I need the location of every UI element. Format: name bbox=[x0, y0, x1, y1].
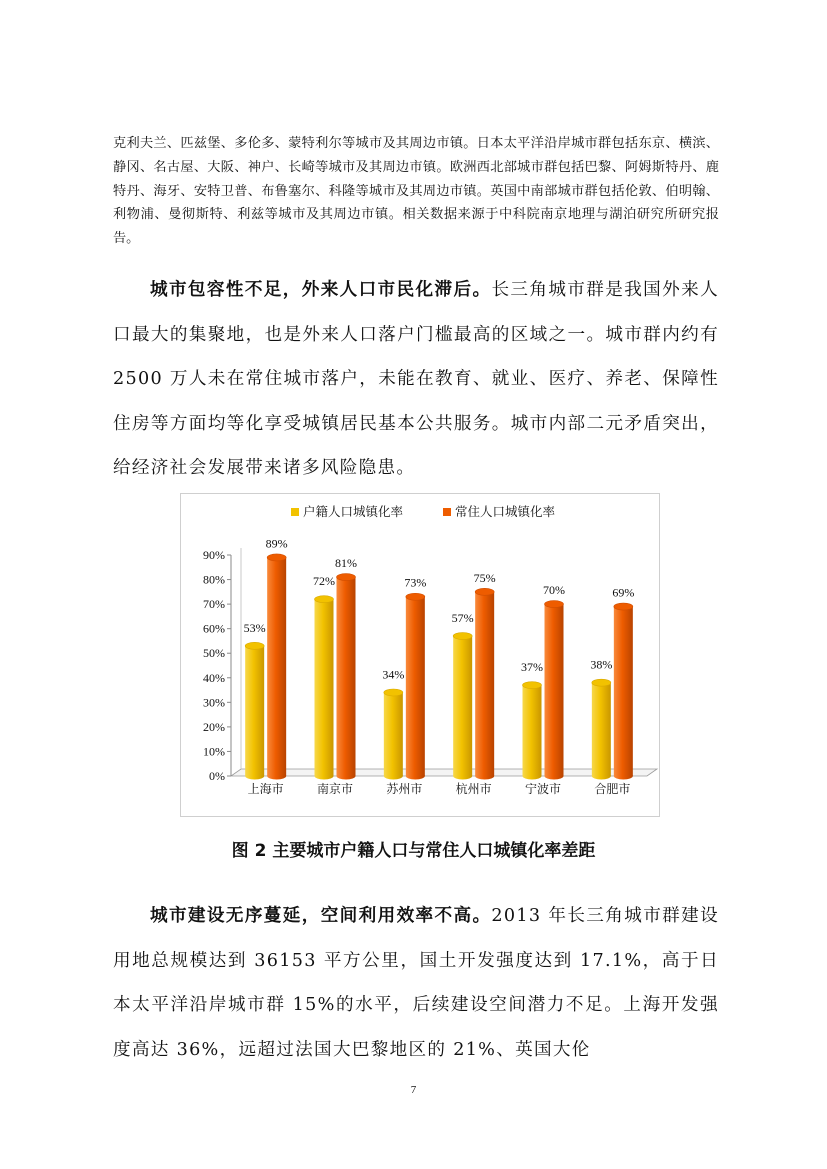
bar-base-cap bbox=[614, 773, 633, 780]
bar-base-cap bbox=[523, 773, 542, 780]
x-tick-label: 苏州市 bbox=[386, 782, 423, 796]
data-label: 81% bbox=[335, 556, 357, 571]
data-label: 89% bbox=[265, 536, 288, 551]
paragraph-body: 2013 年长三角城市群建设用地总规模达到 36153 平方公里，国土开发强度达到 17.1%，高于日本太平洋沿岸城市群 15%的水平，后续建设空间潜力不足。上海开发强度高达 36%，远超过法国大巴黎地区的 21%、英国大伦 bbox=[113, 906, 719, 1060]
bar-top-cap bbox=[337, 574, 356, 581]
bar-hukou bbox=[453, 636, 472, 776]
x-tick-label: 杭州市 bbox=[455, 782, 492, 796]
x-tick-label: 上海市 bbox=[247, 782, 284, 796]
paragraph-lead: 城市建设无序蔓延，空间利用效率不高。 bbox=[150, 905, 492, 926]
bar-hukou bbox=[384, 693, 403, 776]
y-tick-label: 60% bbox=[203, 621, 225, 636]
footnote-text: 克利夫兰、匹兹堡、多伦多、蒙特利尔等城市及其周边市镇。日本太平洋沿岸城市群包括东京、横滨、静冈、名古屋、大阪、神户、长崎等城市及其周边市镇。欧洲西北部城市群包括巴黎、阿姆斯特丹、鹿特丹、海牙、安特卫普、布鲁塞尔、科隆等城市及其周边市镇。英国中南部城市群包括伦敦、伯明翰、利物浦、曼彻斯特、利兹等城市及其周边市镇。相关数据来源于中科院南京地理与湖泊研究所研究报告。 bbox=[113, 136, 719, 247]
data-label: 38% bbox=[590, 657, 613, 672]
paragraph-lead: 城市包容性不足，外来人口市民化滞后。 bbox=[150, 279, 492, 300]
bar-base-cap bbox=[245, 773, 264, 780]
data-label: 72% bbox=[313, 574, 335, 589]
x-tick-label: 南京市 bbox=[316, 782, 354, 796]
y-tick-label: 80% bbox=[203, 572, 225, 587]
chart-canvas bbox=[181, 494, 659, 816]
legend-swatch bbox=[291, 508, 299, 516]
data-label: 70% bbox=[543, 583, 565, 598]
legend-label: 户籍人口城镇化率 bbox=[303, 504, 404, 519]
bar-top-cap bbox=[315, 596, 334, 603]
figure-caption: 图 2 主要城市户籍人口与常住人口城镇化率差距 bbox=[231, 841, 596, 861]
bar-resident bbox=[614, 607, 633, 776]
bar-resident bbox=[406, 597, 425, 776]
bar-top-cap bbox=[267, 554, 286, 561]
y-tick-label: 70% bbox=[203, 597, 225, 612]
bar-top-cap bbox=[406, 593, 425, 600]
y-tick-label: 10% bbox=[203, 744, 225, 759]
bar-resident bbox=[337, 577, 356, 776]
bar-top-cap bbox=[545, 601, 564, 608]
paragraph-construction bbox=[113, 894, 719, 1072]
data-label: 53% bbox=[243, 620, 266, 635]
bar-top-cap bbox=[384, 689, 403, 696]
bar-base-cap bbox=[592, 773, 611, 780]
bar-top-cap bbox=[614, 603, 633, 610]
y-tick-label: 50% bbox=[203, 646, 225, 661]
data-label: 73% bbox=[404, 575, 427, 590]
x-tick-label: 合肥市 bbox=[594, 782, 631, 796]
data-label: 57% bbox=[451, 611, 474, 626]
y-tick-label: 30% bbox=[203, 695, 225, 710]
bar-resident bbox=[545, 604, 564, 776]
bar-base-cap bbox=[545, 773, 564, 780]
bar-hukou bbox=[592, 683, 611, 776]
data-label: 75% bbox=[473, 570, 496, 585]
data-label: 34% bbox=[382, 667, 405, 682]
bar-base-cap bbox=[453, 773, 472, 780]
bar-top-cap bbox=[475, 588, 494, 595]
bar-base-cap bbox=[315, 773, 334, 780]
bar-base-cap bbox=[267, 773, 286, 780]
legend-swatch bbox=[443, 508, 451, 516]
paragraph-inclusiveness bbox=[113, 268, 719, 491]
bar-top-cap bbox=[523, 682, 542, 689]
data-label: 69% bbox=[612, 585, 635, 600]
legend-label: 常住人口城镇化率 bbox=[455, 504, 556, 519]
urbanization-chart bbox=[180, 493, 660, 817]
bar-resident bbox=[475, 592, 494, 776]
paragraph-body: 长三角城市群是我国外来人口最大的集聚地，也是外来人口落户门槛最高的区域之一。城市群内约有 2500 万人未在常住城市落户，未能在教育、就业、医疗、养老、保障性住房等方面均等化享受城镇居民基本公共服务。城市内部二元矛盾突出，给经济社会发展带来诸多风险隐患。 bbox=[113, 280, 719, 478]
x-tick-label: 宁波市 bbox=[524, 782, 562, 796]
bar-base-cap bbox=[406, 773, 425, 780]
bar-hukou bbox=[245, 646, 264, 776]
bar-base-cap bbox=[384, 773, 403, 780]
y-tick-label: 90% bbox=[203, 548, 225, 562]
bar-resident bbox=[267, 557, 286, 776]
data-label: 37% bbox=[521, 660, 543, 675]
page-number: 7 bbox=[410, 1084, 417, 1096]
bar-hukou bbox=[523, 685, 542, 776]
y-tick-label: 20% bbox=[203, 719, 225, 734]
bar-top-cap bbox=[592, 679, 611, 686]
bar-top-cap bbox=[245, 642, 264, 649]
bar-base-cap bbox=[337, 773, 356, 780]
bar-base-cap bbox=[475, 773, 494, 780]
bar-hukou bbox=[315, 599, 334, 776]
y-tick-label: 0% bbox=[209, 769, 225, 783]
bar-top-cap bbox=[453, 633, 472, 640]
y-tick-label: 40% bbox=[203, 670, 225, 685]
